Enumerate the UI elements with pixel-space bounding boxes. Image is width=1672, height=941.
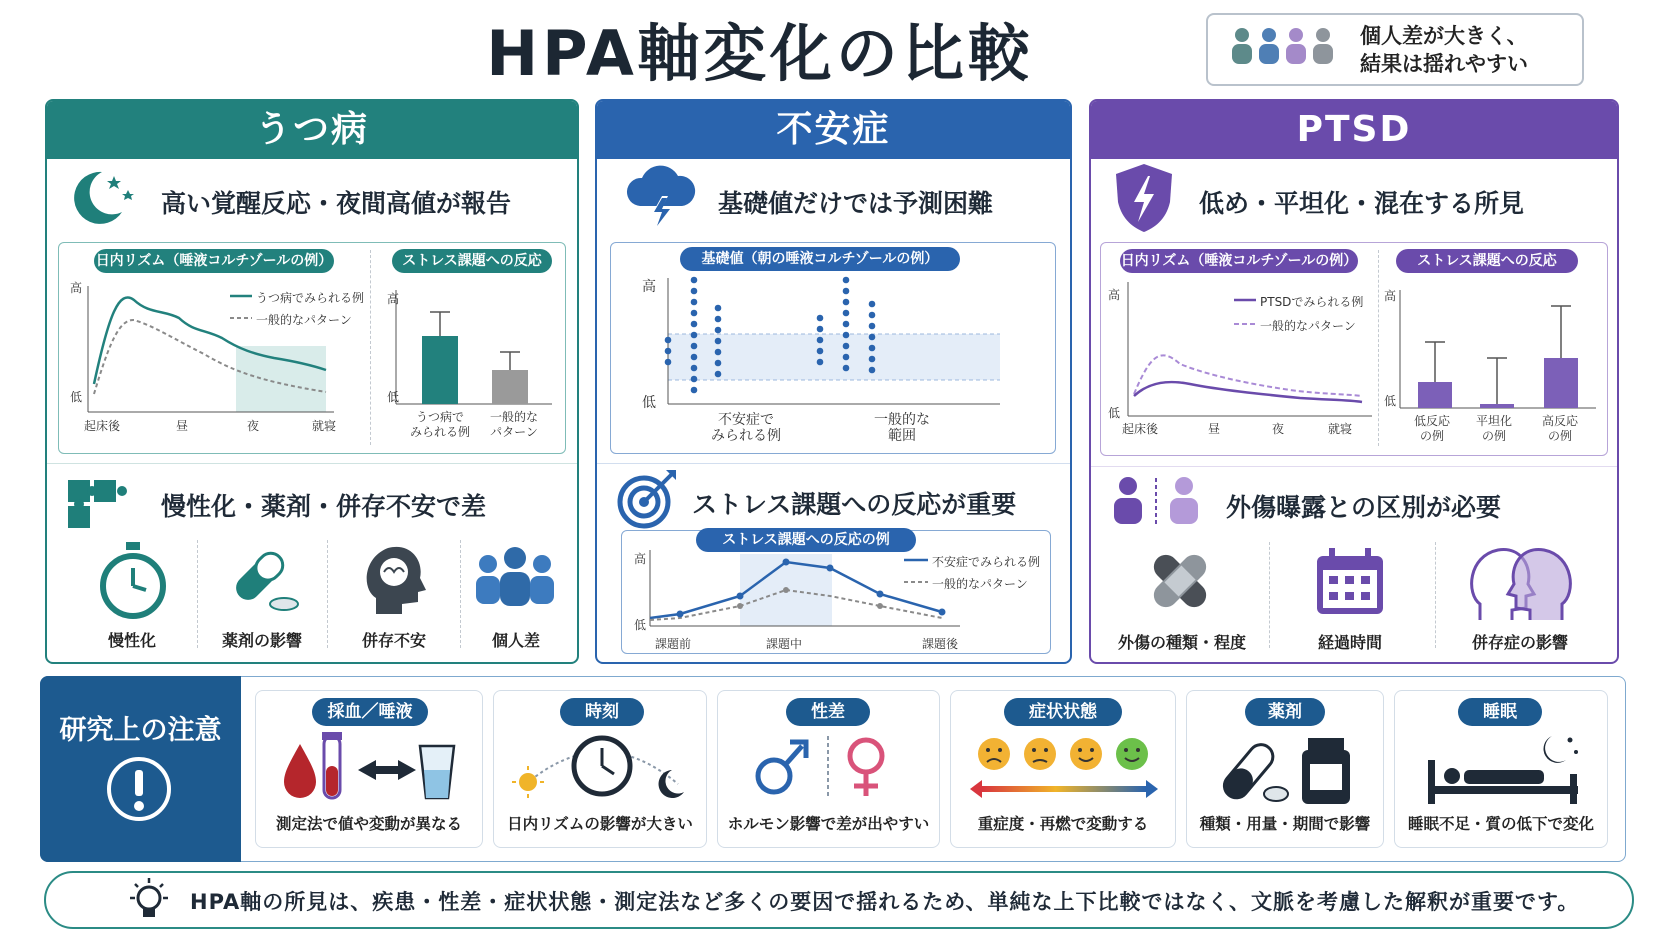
puzzle-icon	[64, 476, 130, 534]
storm-cloud-icon	[624, 162, 698, 232]
ptsd-rhythm-pill: 日内リズム（唾液コルチゾールの例）	[1120, 249, 1358, 273]
baseline-dot	[869, 301, 876, 308]
moon-stars-icon	[64, 166, 140, 228]
anxiety-response-title: ストレス課題への反応が重要	[692, 490, 1017, 519]
x-label: 起床後	[1122, 422, 1159, 436]
bed-moon-icon	[1424, 730, 1584, 806]
ptsd-finding: 低め・平坦化・混在する所見	[1199, 189, 1525, 218]
factor-label: 薬剤の影響	[221, 631, 302, 650]
y-high-label: 高	[387, 292, 400, 306]
baseline-dot	[817, 348, 824, 355]
baseline-dot	[691, 332, 698, 339]
ptsd-line	[1134, 382, 1362, 402]
card-caption: 睡眠不足・質の低下で変化	[1407, 815, 1594, 833]
bar-label: 低反応 の例	[1413, 414, 1450, 443]
card-caption: 重症度・再燃で変動する	[977, 815, 1149, 833]
legend-ptsd: PTSDでみられる例	[1260, 295, 1364, 309]
depression-finding: 高い覚醒反応・夜間高値が報告	[161, 189, 512, 218]
bar-depression	[422, 336, 458, 404]
factor-label: 併存症の影響	[1471, 633, 1568, 652]
baseline-dot	[843, 277, 850, 284]
baseline-dot	[691, 310, 698, 317]
baseline-dot	[691, 376, 698, 383]
card-caption: 日内リズムの影響が大きい	[507, 815, 693, 833]
legend-general: 一般的なパターン	[1260, 319, 1356, 333]
pill-bottle-icon	[1214, 734, 1364, 806]
anxiety-baseline-chart	[640, 274, 1010, 414]
y-high-label: 高	[1108, 288, 1121, 302]
card-caption: 種類・用量・期間で影響	[1199, 815, 1371, 833]
baseline-dot	[715, 371, 722, 378]
baseline-dot	[817, 337, 824, 344]
baseline-dot	[665, 348, 672, 355]
baseline-dot	[817, 326, 824, 333]
legend-anxiety: 不安症でみられる例	[932, 555, 1041, 569]
bar-high-reaction	[1544, 358, 1578, 408]
depression-stress-chart	[382, 286, 557, 406]
y-high-label: 高	[70, 281, 83, 295]
depression-rhythm-pill: 日内リズム（唾液コルチゾールの例）	[94, 249, 334, 273]
blood-tube-cup-icon	[280, 730, 456, 804]
bandage-icon	[1140, 542, 1220, 620]
legend-swatches	[902, 552, 932, 586]
baseline-dot	[843, 321, 850, 328]
baseline-dot	[691, 343, 698, 350]
overlapping-heads-icon	[1466, 542, 1576, 622]
baseline-dot	[869, 345, 876, 352]
factor-label: 個人差	[491, 631, 540, 650]
baseline-dot	[665, 359, 672, 366]
baseline-dot	[843, 343, 850, 350]
baseline-dot	[869, 367, 876, 374]
y-low-label: 低	[70, 390, 83, 404]
baseline-dot	[869, 356, 876, 363]
bar-label: うつ病で みられる例	[409, 410, 470, 439]
card-caption: ホルモン影響で差が出やすい	[727, 815, 930, 833]
ptsd-header: PTSD	[1091, 101, 1617, 159]
y-low-label: 低	[1384, 394, 1397, 408]
bar-label: 平坦化 の例	[1475, 414, 1512, 443]
people-icon	[472, 544, 558, 614]
footer-text: HPA軸の所見は、疾患・性差・症状状態・測定法など多くの要因で揺れるため、単純な上下比較ではなく、文脈を考慮した解釈が重要です。	[190, 890, 1580, 914]
page-title: HPA軸変化の比較	[486, 17, 1034, 90]
night-highlight	[236, 346, 326, 412]
baseline-dot	[869, 323, 876, 330]
factor-label: 経過時間	[1317, 633, 1382, 652]
group-label: 一般的な 範囲	[874, 412, 930, 444]
lightbulb-icon	[124, 876, 174, 924]
x-label: 課題後	[922, 637, 959, 651]
baseline-dot	[691, 321, 698, 328]
bar-label: 高反応 の例	[1541, 414, 1578, 443]
y-high-label: 高	[642, 279, 656, 295]
gender-symbols-icon	[752, 730, 902, 802]
x-label: 昼	[1208, 422, 1221, 436]
stopwatch-icon	[96, 540, 170, 620]
baseline-dot	[691, 277, 698, 284]
baseline-dot	[691, 288, 698, 295]
anxiety-baseline-pill: 基礎値（朝の唾液コルチゾールの例）	[680, 247, 960, 271]
x-label: 就寝	[312, 419, 337, 433]
baseline-dot	[691, 354, 698, 361]
group-label: 不安症で みられる例	[711, 412, 781, 444]
x-label: 就寝	[1328, 422, 1353, 436]
card-pill: 睡眠	[1458, 698, 1542, 726]
two-people-icon	[1112, 474, 1202, 528]
y-high-label: 高	[634, 552, 647, 566]
people-group-icon	[1228, 22, 1338, 72]
x-label: 夜	[247, 419, 260, 433]
card-pill: 薬剤	[1245, 698, 1325, 726]
anxiety-header: 不安症	[597, 101, 1070, 159]
ptsd-stress-chart	[1388, 290, 1600, 410]
x-label: 昼	[176, 419, 189, 433]
x-label: 夜	[1272, 422, 1285, 436]
baseline-dot	[843, 365, 850, 372]
baseline-dot	[691, 365, 698, 372]
note-line-2: 結果は揺れやすい	[1360, 52, 1528, 76]
baseline-dot	[843, 310, 850, 317]
baseline-dot	[817, 359, 824, 366]
baseline-dot	[715, 327, 722, 334]
caution-title: 研究上の注意	[59, 715, 222, 746]
bar-general	[492, 370, 528, 404]
card-pill: 症状状態	[1004, 698, 1122, 726]
baseline-dot	[843, 332, 850, 339]
mood-faces-scale-icon	[968, 734, 1162, 806]
capsule-icon	[228, 548, 302, 620]
y-high-label: 高	[1384, 289, 1397, 303]
baseline-dot	[843, 299, 850, 306]
y-low-label: 低	[1108, 406, 1121, 420]
baseline-dot	[715, 305, 722, 312]
baseline-dot	[665, 337, 672, 344]
y-low-label: 低	[634, 618, 647, 632]
baseline-dot	[715, 349, 722, 356]
baseline-dot	[869, 312, 876, 319]
x-label: 起床後	[84, 419, 121, 433]
baseline-dot	[715, 360, 722, 367]
baseline-dot	[843, 288, 850, 295]
y-low-label: 低	[642, 395, 656, 411]
card-pill: 時刻	[560, 698, 644, 726]
bar-low-reaction	[1418, 382, 1452, 408]
bar-label: 一般的な パターン	[489, 410, 538, 439]
factor-label: 慢性化	[107, 631, 156, 650]
exclamation-icon	[104, 754, 174, 824]
calendar-icon	[1313, 546, 1387, 616]
baseline-dot	[691, 387, 698, 394]
ptsd-factors-title: 外傷曝露との区別が必要	[1226, 493, 1502, 522]
head-brain-icon	[358, 538, 428, 618]
depression-header: うつ病	[47, 101, 577, 159]
baseline-dot	[869, 334, 876, 341]
shield-bolt-icon	[1112, 162, 1176, 234]
baseline-dot	[691, 299, 698, 306]
depression-stress-pill: ストレス課題への反応	[392, 249, 552, 273]
general-line	[1134, 355, 1362, 396]
x-label: 課題中	[766, 637, 803, 651]
bar-flat	[1480, 404, 1514, 408]
ptsd-stress-pill: ストレス課題への反応	[1396, 249, 1578, 273]
baseline-dot	[817, 315, 824, 322]
factor-label: 併存不安	[361, 631, 426, 650]
depression-factors-title: 慢性化・薬剤・併存不安で差	[161, 492, 487, 521]
legend-depression: うつ病でみられる例	[256, 291, 365, 305]
note-text	[1360, 22, 1575, 78]
baseline-dot	[715, 338, 722, 345]
legend-general: 一般的なパターン	[256, 313, 352, 327]
baseline-dot	[843, 354, 850, 361]
baseline-dot	[715, 316, 722, 323]
anxiety-response-pill: ストレス課題への反応の例	[696, 528, 916, 552]
legend-general: 一般的なパターン	[932, 577, 1028, 591]
clock-sun-moon-icon	[512, 730, 690, 802]
card-caption: 測定法で値や変動が異なる	[275, 815, 462, 833]
y-low-label: 低	[387, 390, 400, 404]
factor-label: 外傷の種類・程度	[1117, 633, 1246, 652]
note-line-1: 個人差が大きく、	[1360, 24, 1528, 48]
card-pill: 性差	[786, 698, 870, 726]
card-pill: 採血／唾液	[312, 698, 428, 726]
anxiety-finding: 基礎値だけでは予測困難	[718, 189, 994, 218]
target-icon	[614, 466, 680, 532]
x-label: 課題前	[655, 637, 692, 651]
